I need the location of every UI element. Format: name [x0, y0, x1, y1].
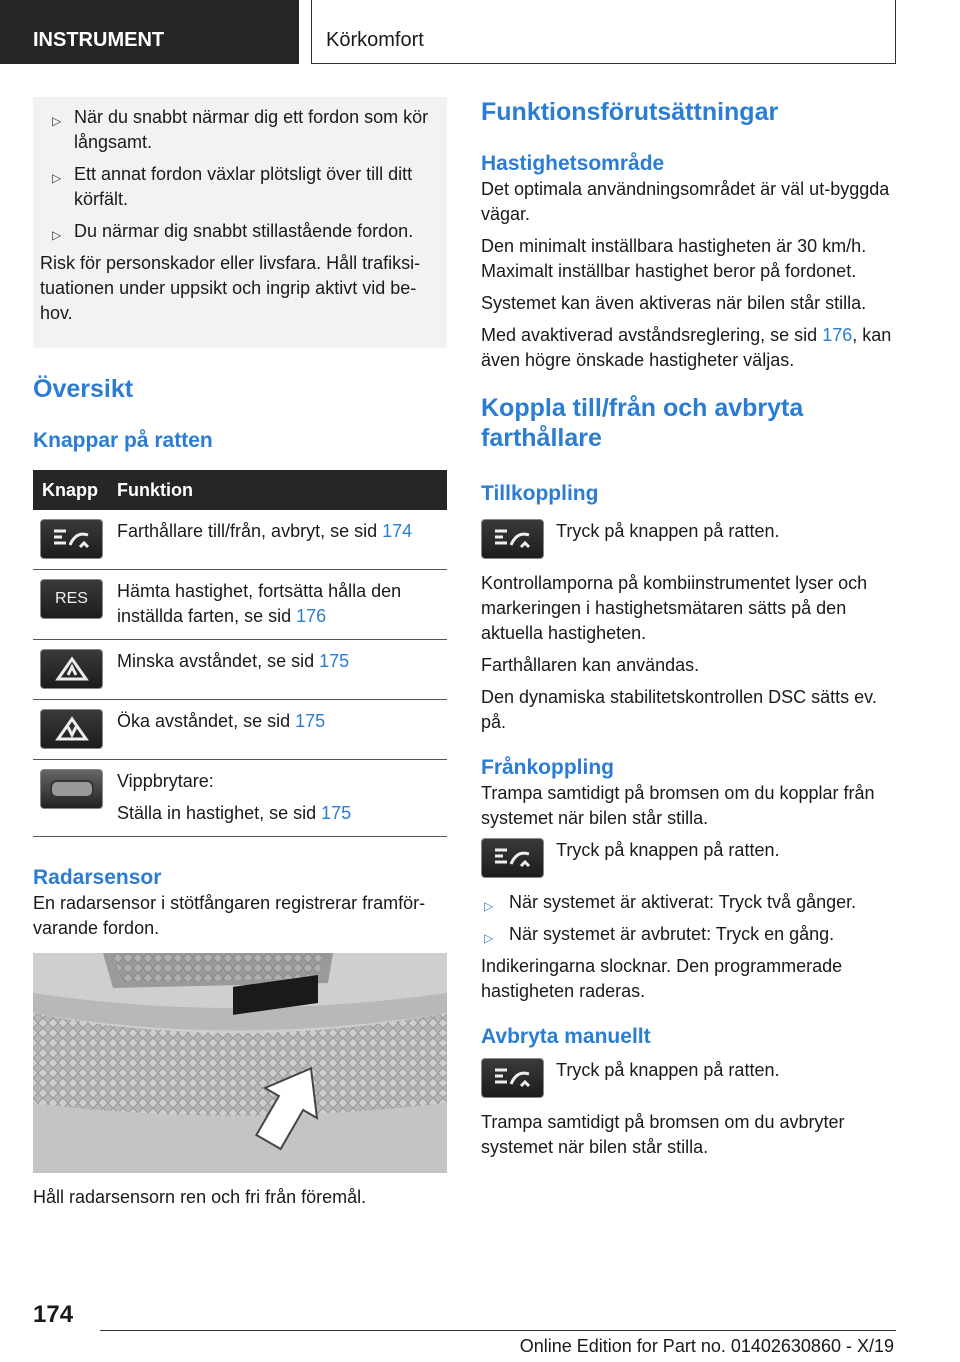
rocker-switch-icon — [40, 769, 103, 809]
speed-paragraph: Det optimala användningsområdet är väl ut-byggda vägar. — [481, 179, 890, 224]
speed-paragraph: Systemet kan även aktiveras när bilen står stilla. — [481, 293, 867, 313]
edition-text: Online Edition for Part no. 01402630860 - X/19 — [519, 1336, 894, 1356]
page-number: 174 — [33, 1301, 74, 1328]
on-paragraph: Kontrollamporna på kombiinstrumentet lyser och markeringen i hastighetsmätaren sätts på den aktuella hastigheten. — [481, 573, 868, 643]
off-heading: Frånkoppling — [481, 756, 614, 779]
row-text: Minska avståndet, se sid 175 — [117, 651, 350, 671]
cruise-onoff-icon — [40, 519, 103, 559]
off-bullet: ▷ När systemet är aktiverat: Tryck två gånger. — [481, 890, 896, 915]
page-link[interactable]: 175 — [295, 711, 326, 731]
toggle-title: Koppla till/från och avbryta farthållare — [481, 394, 804, 452]
warning-bullet: ▷ När du snabbt närmar dig ett fordon som kör långsamt. — [52, 107, 429, 152]
cruise-onoff-icon — [481, 1058, 544, 1098]
table-row — [33, 570, 447, 640]
table-row — [33, 640, 447, 700]
row-text: Öka avståndet, se sid 175 — [117, 711, 326, 731]
warning-bullet: ▷ Du närmar dig snabbt stillastående fordon. — [40, 219, 439, 244]
left-column — [33, 97, 447, 1217]
instruction-row — [481, 1058, 896, 1098]
radar-caption: Håll radarsensorn ren och fri från föremål. — [33, 1187, 367, 1207]
warning-bullet: ▷ Ett annat fordon växlar plötsligt över till ditt körfält. — [52, 164, 413, 209]
row-text: Farthållare till/från, avbryt, se sid 174 — [117, 521, 413, 541]
distance-decrease-icon — [40, 649, 103, 689]
warning-text: Risk för personskador eller livsfara. Håll trafiksi-tuationen under uppsikt och ingrip aktivt vid be-hov. — [40, 253, 421, 323]
chapter-title: Körkomfort — [311, 0, 896, 64]
res-icon: RES — [40, 579, 103, 619]
page-link[interactable]: 176 — [822, 325, 853, 345]
on-heading: Tillkoppling — [481, 482, 599, 505]
footer-divider — [100, 1330, 896, 1331]
page-link[interactable]: 175 — [321, 803, 352, 823]
column-header-button: Knapp — [42, 479, 98, 500]
instruction-text: Tryck på knappen på ratten. — [556, 521, 780, 541]
radar-heading: Radarsensor — [33, 866, 162, 889]
column-header-function: Funktion — [117, 479, 193, 500]
speed-range-heading: Hastighetsområde — [481, 152, 665, 175]
instruction-row — [481, 838, 896, 878]
cancel-heading: Avbryta manuellt — [481, 1025, 651, 1048]
page-link[interactable]: 175 — [319, 651, 350, 671]
on-paragraph: Farthållaren kan användas. — [481, 655, 700, 675]
on-paragraph: Den dynamiska stabilitetskontrollen DSC sätts ev. på. — [481, 687, 877, 732]
buttons-table — [33, 470, 447, 837]
table-row — [33, 700, 447, 760]
row-text: Vippbrytare: Ställa in hastighet, se sid 175 — [117, 771, 352, 823]
row-text: Hämta hastighet, fortsätta hålla den inställda farten, se sid 176 — [117, 581, 402, 626]
page-link[interactable]: 176 — [296, 606, 327, 626]
off-paragraph: Trampa samtidigt på bromsen om du kopplar från systemet när bilen står stilla. — [481, 783, 875, 828]
warning-box — [33, 97, 447, 348]
triangle-bullet-icon: ▷ — [52, 171, 62, 185]
buttons-heading: Knappar på ratten — [33, 429, 213, 452]
table-row — [33, 510, 447, 570]
table-header — [33, 470, 447, 510]
distance-increase-icon — [40, 709, 103, 749]
cruise-onoff-icon — [481, 838, 544, 878]
off-paragraph: Indikeringarna slocknar. Den programmerade hastigheten raderas. — [481, 956, 843, 1001]
radar-sensor-photo — [33, 953, 447, 1173]
radar-text: En radarsensor i stötfångaren registrerar framför-varande fordon. — [33, 893, 426, 938]
cruise-onoff-icon — [481, 519, 544, 559]
page-link[interactable]: 174 — [382, 521, 413, 541]
triangle-bullet-icon: ▷ — [484, 899, 494, 913]
triangle-bullet-icon: ▷ — [52, 228, 62, 242]
instruction-text: Tryck på knappen på ratten. — [556, 1060, 780, 1080]
section-tab[interactable]: INSTRUMENT — [0, 0, 299, 64]
overview-title: Översikt — [33, 375, 134, 403]
instruction-row — [481, 519, 896, 559]
speed-paragraph: Den minimalt inställbara hastigheten är 30 km/h. Maximalt inställbar hastighet beror på fordonet. — [481, 236, 867, 281]
instruction-text: Tryck på knappen på ratten. — [556, 840, 780, 860]
table-row — [33, 760, 447, 837]
triangle-bullet-icon: ▷ — [484, 931, 494, 945]
triangle-bullet-icon: ▷ — [52, 114, 62, 128]
off-bullet: ▷ När systemet är avbrutet: Tryck en gång. — [481, 922, 896, 947]
cancel-paragraph: Trampa samtidigt på bromsen om du avbryter systemet när bilen står stilla. — [481, 1112, 845, 1157]
right-column — [481, 97, 896, 1167]
speed-paragraph: Med avaktiverad avståndsreglering, se sid 176, kan även högre önskade hastigheter väljas. — [481, 325, 892, 370]
requirements-title: Funktionsförutsättningar — [481, 98, 779, 126]
page-header — [0, 0, 960, 66]
